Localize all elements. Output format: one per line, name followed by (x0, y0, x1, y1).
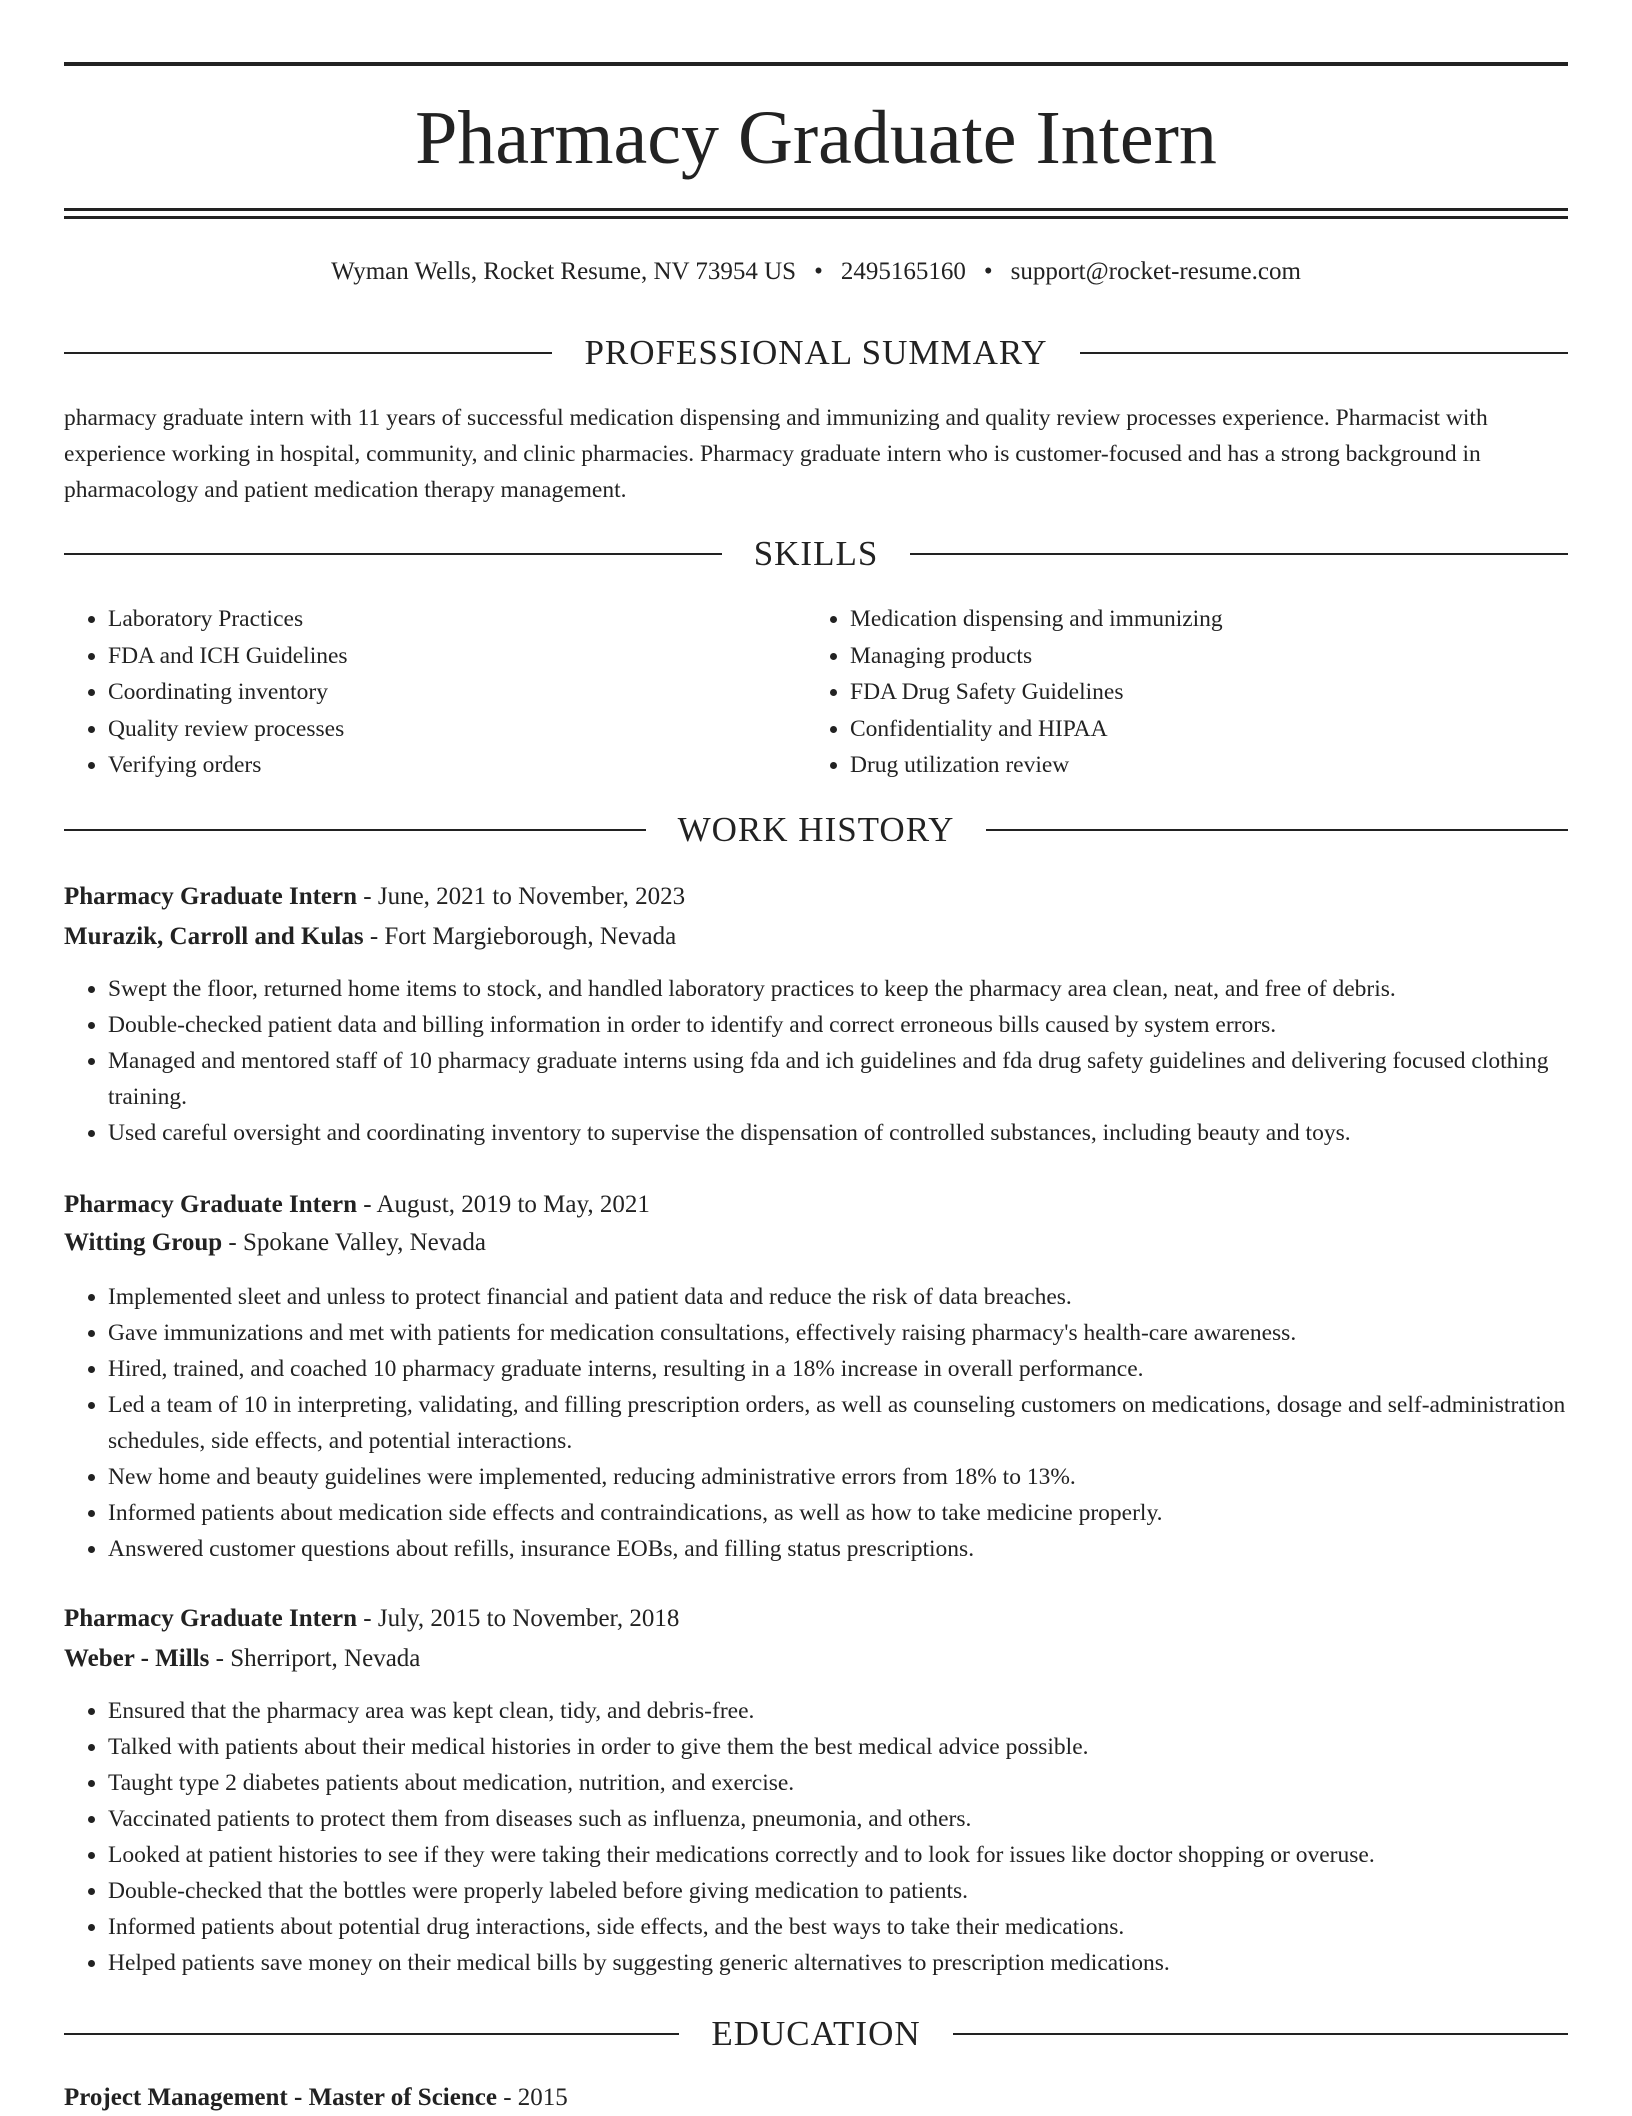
skills-section-header (64, 532, 1568, 576)
section-divider (953, 2033, 1568, 2035)
dash: - (357, 883, 378, 910)
summary-text: pharmacy graduate intern with 11 years of successful medication dispensing and immunizing and quality review processes experience. Pharmacist with experience working in hospital, community, and clinic pharmacies. Pharmacy graduate intern who is customer-focused and has a strong background in pharmacology and patient medication therapy management. (64, 405, 1488, 503)
job-dates: June, 2021 to November, 2023 (377, 883, 686, 910)
job-bullet: • Looked at patient histories to see if they were taking their medications correctly and to look for issues like doctor shopping or overuse. (108, 1837, 1568, 1873)
job-bullet: • Informed patients about potential drug interactions, side effects, and the best ways to take their medications. (108, 1909, 1568, 1945)
job-company: Murazik, Carroll and Kulas (64, 923, 364, 950)
education-year: 2015 (517, 2084, 568, 2111)
job-bullet: • Led a team of 10 in interpreting, validating, and filling prescription orders, as well as counseling customers on medications, dosage and self-administration schedules, side effects, and potential interactions. (108, 1387, 1568, 1459)
job-dates: July, 2015 to November, 2018 (377, 1605, 680, 1632)
skill-item: • Quality review processes (108, 711, 806, 748)
title-rule-upper (64, 208, 1568, 211)
education-section-title: EDUCATION (711, 2014, 921, 2053)
job-bullet: • New home and beauty guidelines were implemented, reducing administrative errors from 18% to 13%. (108, 1459, 1568, 1495)
section-divider (64, 2033, 679, 2035)
top-rule (64, 62, 1568, 66)
job-bullet: • Swept the floor, returned home items to stock, and handled laboratory practices to keep the pharmacy area clean, neat, and free of debris. (108, 971, 1568, 1007)
job-bullets (64, 1279, 1568, 1567)
skill-item: • Medication dispensing and immunizing (850, 601, 1548, 638)
contact-separator: • (814, 258, 823, 285)
job-title: Pharmacy Graduate Intern (64, 1191, 358, 1218)
job-bullets (64, 1693, 1568, 1981)
skill-item: • Coordinating inventory (108, 674, 806, 711)
contact-line (64, 254, 1568, 290)
job-title-line (64, 1187, 1568, 1223)
dash: - (357, 1605, 378, 1632)
job-company-line (64, 1225, 1568, 1261)
contact-phone: 2495165160 (840, 258, 966, 285)
dash: - (222, 1229, 243, 1256)
summary-section-title: PROFESSIONAL SUMMARY (584, 333, 1048, 372)
resume-name: Pharmacy Graduate Intern (415, 96, 1217, 180)
job-location: Fort Margieborough, Nevada (384, 923, 677, 950)
job-bullet: • Managed and mentored staff of 10 pharmacy graduate interns using fda and ich guidelines and fda drug safety guidelines and delivering focused clothing training. (108, 1043, 1568, 1115)
job-title: Pharmacy Graduate Intern (64, 883, 358, 910)
job-title-line (64, 1601, 1568, 1637)
section-divider (1080, 352, 1568, 354)
dash: - (496, 2084, 518, 2111)
skill-item: • Drug utilization review (850, 747, 1548, 784)
skills-column-right (806, 601, 1548, 784)
job-bullet: • Helped patients save money on their medical bills by suggesting generic alternatives to prescription medications. (108, 1945, 1568, 1981)
skill-item: • Laboratory Practices (108, 601, 806, 638)
section-divider (64, 829, 646, 831)
dash: - (357, 1191, 377, 1218)
contact-email: support@rocket-resume.com (1010, 258, 1301, 285)
dash: - (363, 923, 385, 950)
education-entry (64, 2080, 1568, 2116)
title-rule-lower (64, 216, 1568, 219)
job-bullet: • Answered customer questions about refills, insurance EOBs, and filling status prescriptions. (108, 1531, 1568, 1567)
job-title: Pharmacy Graduate Intern (64, 1605, 358, 1632)
contact-address: Wyman Wells, Rocket Resume, NV 73954 US (331, 258, 797, 285)
job-location: Sherriport, Nevada (230, 1645, 421, 1672)
job-bullet: • Implemented sleet and unless to protect financial and patient data and reduce the risk of data breaches. (108, 1279, 1568, 1315)
job-dates: August, 2019 to May, 2021 (376, 1191, 650, 1218)
section-divider (986, 829, 1568, 831)
summary-section-header (64, 331, 1568, 375)
section-divider (64, 352, 552, 354)
skill-item: • FDA Drug Safety Guidelines (850, 674, 1548, 711)
section-divider (64, 553, 722, 555)
job-bullet: • Double-checked patient data and billing information in order to identify and correct erroneous bills caused by system errors. (108, 1007, 1568, 1043)
job-company-line (64, 1641, 1568, 1677)
skill-item: • Confidentiality and HIPAA (850, 711, 1548, 748)
job-bullet: • Gave immunizations and met with patients for medication consultations, effectively raising pharmacy's health-care awareness. (108, 1315, 1568, 1351)
job-bullet: • Double-checked that the bottles were properly labeled before giving medication to patients. (108, 1873, 1568, 1909)
job-bullet: • Talked with patients about their medical histories in order to give them the best medical advice possible. (108, 1729, 1568, 1765)
skill-item: • Managing products (850, 638, 1548, 675)
job-bullet: • Hired, trained, and coached 10 pharmacy graduate interns, resulting in a 18% increase in overall performance. (108, 1351, 1568, 1387)
skill-item: • Verifying orders (108, 747, 806, 784)
job-bullet: • Vaccinated patients to protect them from diseases such as influenza, pneumonia, and others. (108, 1801, 1568, 1837)
job-bullets (64, 971, 1568, 1151)
job-company: Weber - Mills (64, 1645, 210, 1672)
job-location: Spokane Valley, Nevada (242, 1229, 486, 1256)
job-company-line (64, 919, 1568, 955)
job-bullet: • Ensured that the pharmacy area was kept clean, tidy, and debris-free. (108, 1693, 1568, 1729)
contact-separator: • (983, 258, 993, 285)
skills-list (64, 601, 1568, 784)
education-degree: Project Management - Master of Science (64, 2084, 497, 2111)
dash: - (209, 1645, 231, 1672)
section-divider (910, 553, 1568, 555)
job-title-line (64, 879, 1568, 915)
job-bullet: • Informed patients about medication side effects and contraindications, as well as how to take medicine properly. (108, 1495, 1568, 1531)
skills-column-left (64, 601, 806, 784)
job-bullet: • Used careful oversight and coordinating inventory to supervise the dispensation of controlled substances, including beauty and toys. (108, 1115, 1568, 1151)
work-section-header (64, 808, 1568, 852)
job-company: Witting Group (64, 1229, 223, 1256)
skill-item: • FDA and ICH Guidelines (108, 638, 806, 675)
job-bullet: • Taught type 2 diabetes patients about medication, nutrition, and exercise. (108, 1765, 1568, 1801)
skills-section-title: SKILLS (753, 534, 879, 573)
work-section-title: WORK HISTORY (677, 810, 955, 849)
education-section-header (64, 2012, 1568, 2056)
